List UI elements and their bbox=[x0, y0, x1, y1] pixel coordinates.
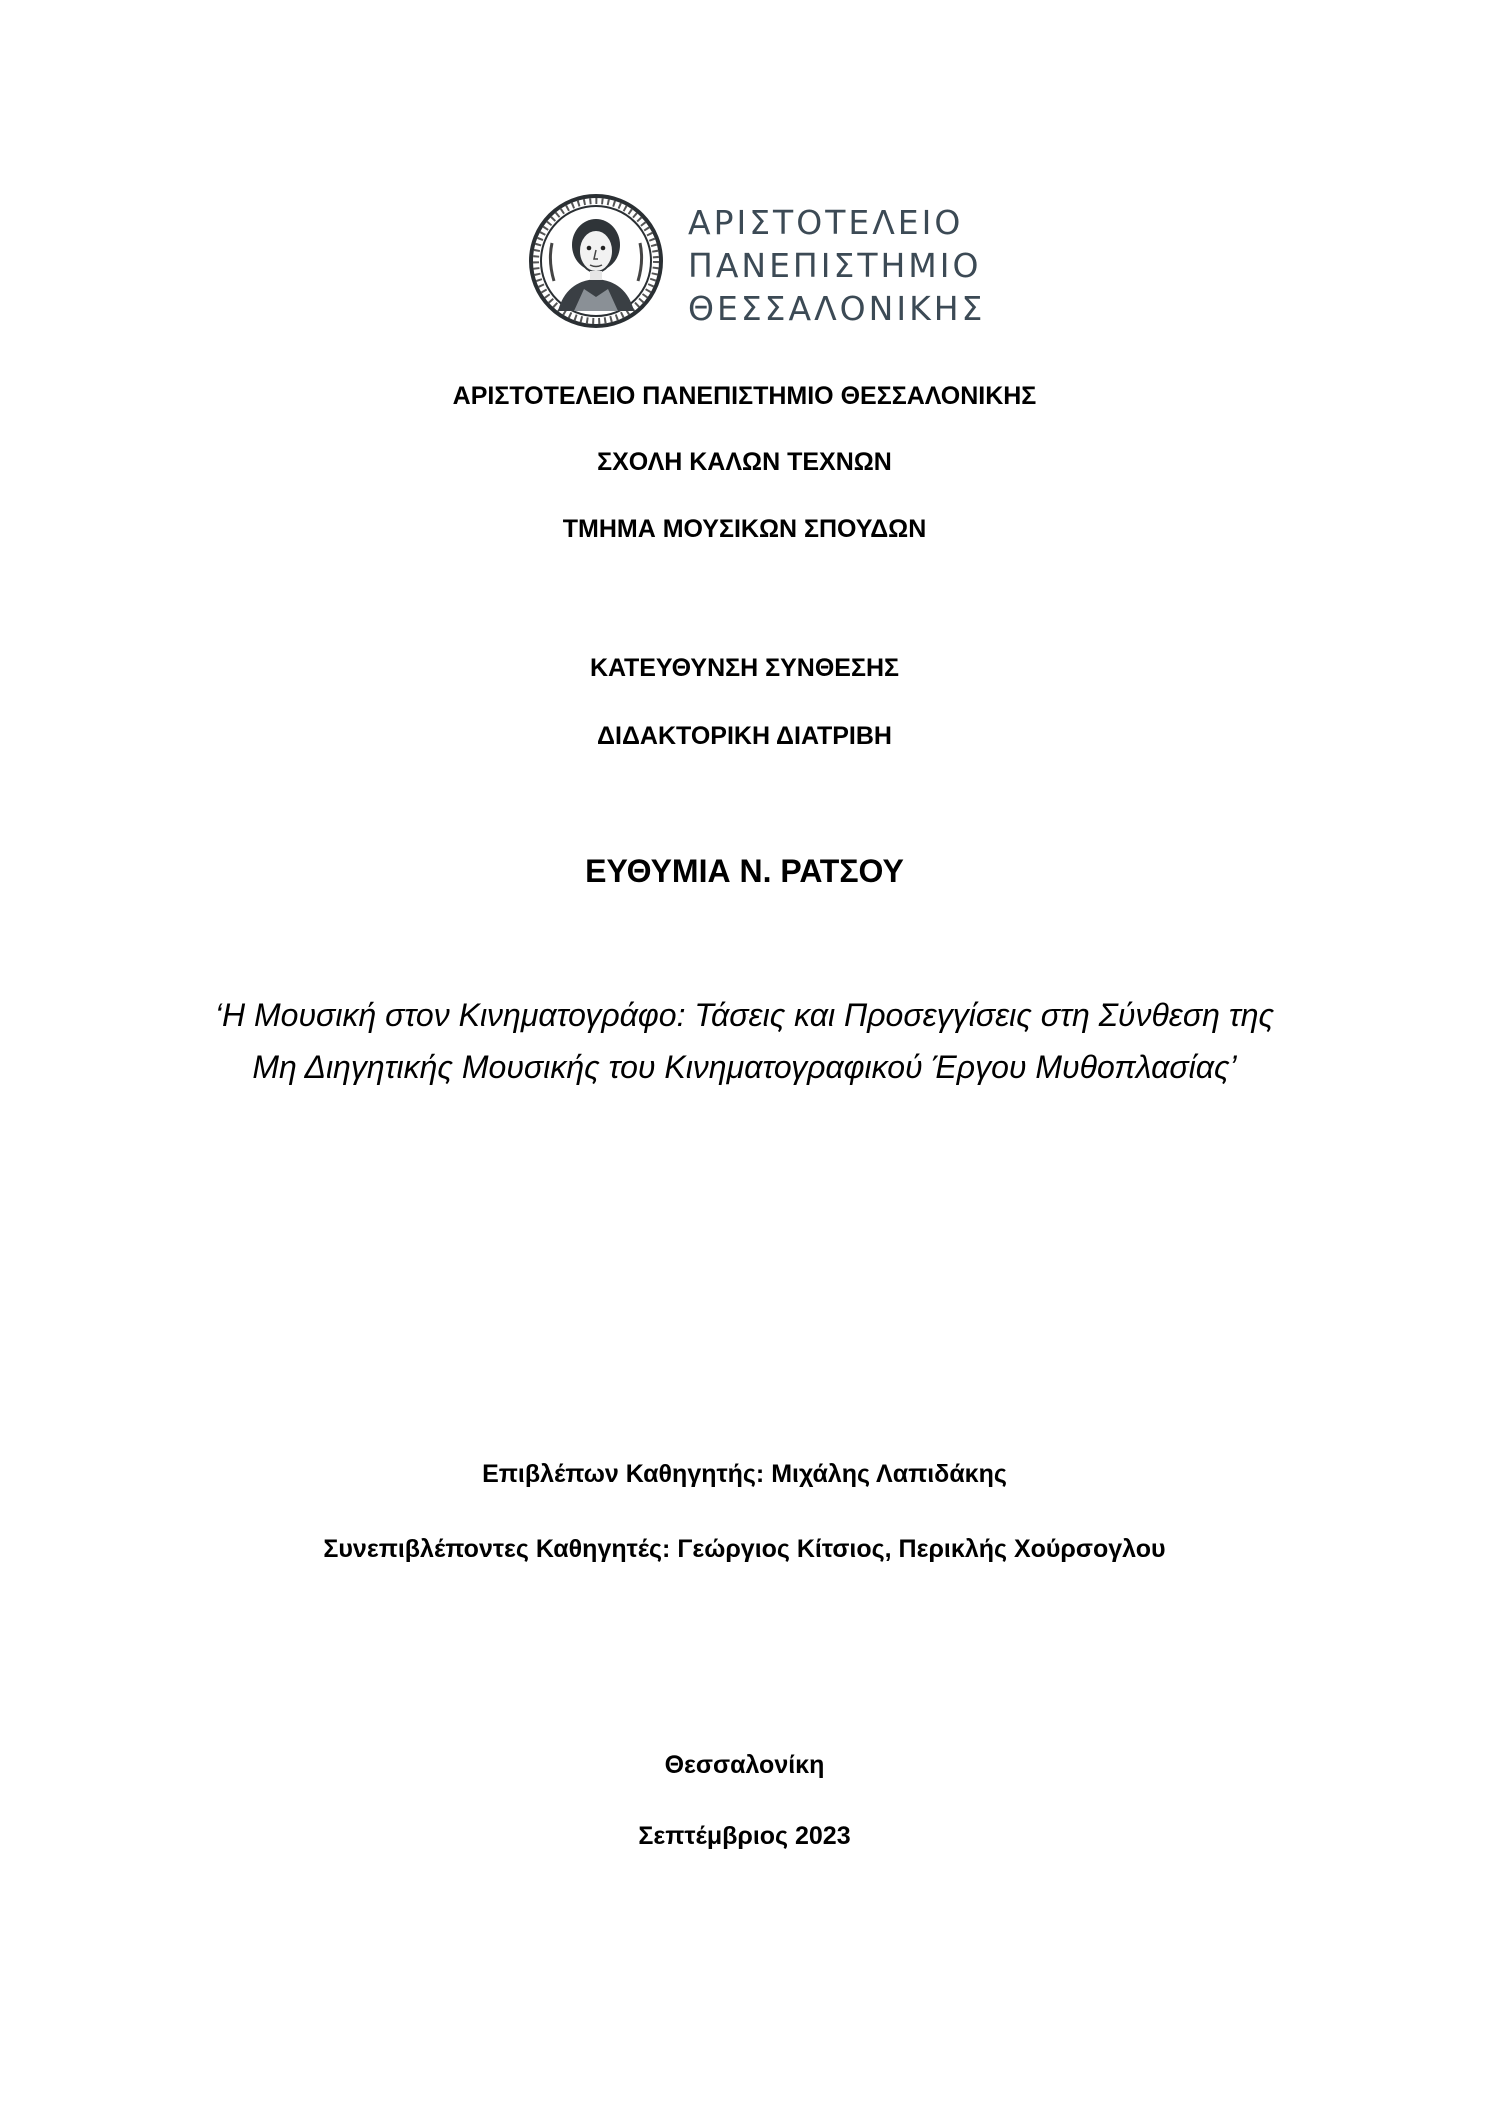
university-seal-icon bbox=[528, 193, 678, 329]
school-name: ΣΧΟΛΗ ΚΑΛΩΝ ΤΕΧΝΩΝ bbox=[597, 448, 892, 476]
thesis-title-line-1: ‘Η Μουσική στον Κινηματογράφο: Τάσεις και Προσεγγίσεις στη Σύνθεση της bbox=[214, 997, 1275, 1033]
university-name: ΑΡΙΣΤΟΤΕΛΕΙΟ ΠΑΝΕΠΙΣΤΗΜΙΟ ΘΕΣΣΑΛΟΝΙΚΗΣ bbox=[452, 382, 1037, 410]
wordmark-line: ΠΑΝΕΠΙΣΤΗΜΙΟ bbox=[688, 246, 982, 285]
university-logo bbox=[528, 193, 986, 329]
date: Σεπτέμβριος 2023 bbox=[638, 1822, 851, 1850]
thesis-title-line-2: Μη Διηγητικής Μουσικής του Κινηματογραφικού Έργου Μυθοπλασίας’ bbox=[252, 1049, 1237, 1085]
wordmark-line: ΘΕΣΣΑΛΟΝΙΚΗΣ bbox=[688, 289, 986, 328]
wordmark-line: ΑΡΙΣΤΟΤΕΛΕΙΟ bbox=[688, 203, 964, 242]
document-type: ΔΙΔΑΚΤΟΡΙΚΗ ΔΙΑΤΡΙΒΗ bbox=[597, 722, 892, 750]
co-supervisors: Συνεπιβλέποντες Καθηγητές: Γεώργιος Κίτσιος, Περικλής Χούρσογλου bbox=[323, 1535, 1166, 1563]
university-wordmark bbox=[688, 201, 985, 330]
department-name: ΤΜΗΜΑ ΜΟΥΣΙΚΩΝ ΣΠΟΥΔΩΝ bbox=[562, 515, 927, 543]
specialization: ΚΑΤΕΥΘΥΝΣΗ ΣΥΝΘΕΣΗΣ bbox=[589, 654, 900, 682]
city: Θεσσαλονίκη bbox=[664, 1751, 825, 1779]
author-name: ΕΥΘΥΜΙΑ Ν. ΡΑΤΣΟΥ bbox=[585, 853, 904, 889]
supervisor: Επιβλέπων Καθηγητής: Μιχάλης Λαπιδάκης bbox=[482, 1460, 1007, 1488]
